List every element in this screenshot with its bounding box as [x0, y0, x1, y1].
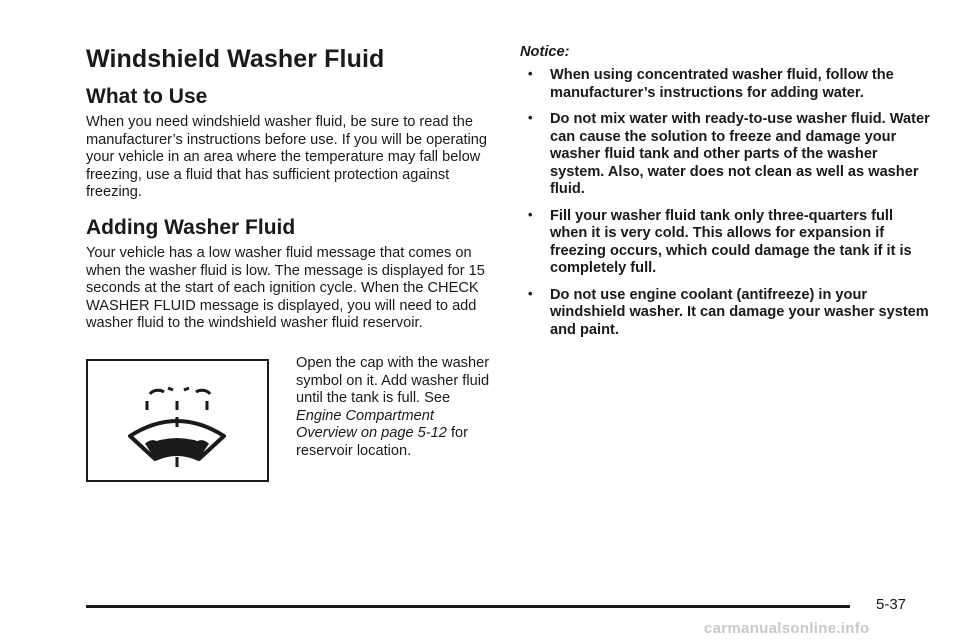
page-heading: Windshield Washer Fluid [86, 45, 385, 73]
engine-compartment-link[interactable]: Engine Compartment Overview on page 5-12 [296, 407, 447, 442]
notice-list [520, 67, 930, 339]
figure-text-after: for reservoir location. [296, 425, 468, 459]
section-title-what-to-use: What to Use [86, 85, 208, 108]
section-title-adding-washer-fluid: Adding Washer Fluid [86, 215, 296, 239]
bullet-icon: • [528, 110, 533, 125]
adding-washer-fluid-body: Your vehicle has a low washer fluid message that comes on when the washer fluid is low. The message is displayed for 15 seconds at the start of each ignition cycle. When the CHECK WASHER FLUID message is displayed, you will need to add washer fluid to the windshield washer fluid reservoir. [86, 244, 485, 332]
notice-item [520, 287, 930, 340]
notice-item-text: When using concentrated washer fluid, follow the manufacturer’s instructions for adding water. [550, 67, 894, 101]
notice-title: Notice: [520, 44, 570, 60]
right-column [520, 42, 930, 348]
notice-item [520, 111, 930, 199]
notice-item [520, 67, 930, 102]
what-to-use-body: When you need windshield washer fluid, be sure to read the manufacturer’s instructions before use. If you will be operating your vehicle in an area where the temperature may fall below freezing, use a fluid that has sufficient protection against freezing. [86, 114, 488, 201]
figure-row [86, 355, 496, 495]
notice-item-text: Do not mix water with ready-to-use washer fluid. Water can cause the solution to freeze and damage your washer fluid tank and other parts of the washer system. Also, water does not clean as well as washer fluid. [550, 111, 930, 197]
notice-item [520, 208, 930, 278]
bullet-icon: • [528, 206, 533, 222]
page-number: 5-37 [876, 596, 907, 613]
figure-caption [296, 355, 496, 461]
windshield-washer-icon [86, 359, 269, 482]
bullet-icon: • [528, 66, 533, 81]
figure-text-before: Open the cap with the washer symbol on it. Add washer fluid until the tank is full. See [296, 354, 490, 407]
footer-divider [86, 605, 850, 608]
left-column [86, 42, 496, 495]
watermark: carmanualsonline.info [704, 620, 870, 637]
notice-item-text: Do not use engine coolant (antifreeze) in your windshield washer. It can damage your washer system and paint. [550, 286, 929, 338]
notice-item-text: Fill your washer fluid tank only three-quarters full when it is very cold. This allows for expansion if freezing occurs, which could damage the tank if it is completely full. [550, 207, 912, 276]
bullet-icon: • [528, 285, 533, 301]
